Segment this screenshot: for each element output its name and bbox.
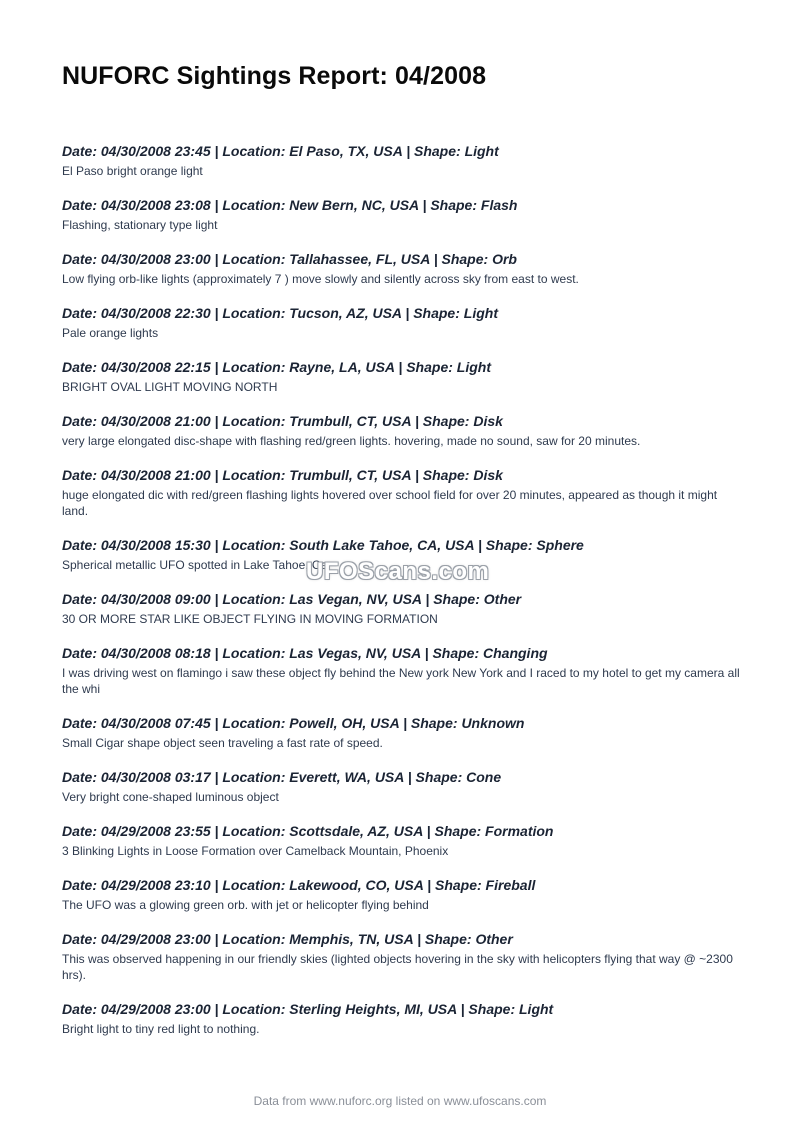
footer: Data from www.nuforc.org listed on www.ufoscans.com: [253, 1094, 547, 1108]
entry-description: El Paso bright orange light: [62, 164, 203, 178]
entry-header: Date: 04/30/2008 23:08 | Location: New Bern, NC, USA | Shape: Flash: [62, 197, 518, 213]
sightings-list: [62, 142, 742, 1037]
list-item: [62, 142, 742, 179]
list-item: [62, 1000, 742, 1037]
entry-description: Spherical metallic UFO spotted in Lake Tahoe, Ca: [62, 558, 328, 572]
entry-header: Date: 04/30/2008 21:00 | Location: Trumbull, CT, USA | Shape: Disk: [62, 467, 503, 483]
entry-description: Low flying orb-like lights (approximately 7 ) move slowly and silently across sky from east to west.: [62, 272, 579, 286]
entry-description: BRIGHT OVAL LIGHT MOVING NORTH: [62, 380, 278, 394]
entry-header: Date: 04/30/2008 21:00 | Location: Trumbull, CT, USA | Shape: Disk: [62, 413, 503, 429]
list-item: [62, 358, 742, 395]
list-item: [62, 412, 742, 449]
entry-description: Flashing, stationary type light: [62, 218, 218, 232]
entry-header: Date: 04/30/2008 15:30 | Location: South Lake Tahoe, CA, USA | Shape: Sphere: [62, 537, 584, 553]
entry-description: The UFO was a glowing green orb. with jet or helicopter flying behind: [62, 898, 429, 912]
entry-description: Small Cigar shape object seen traveling a fast rate of speed.: [62, 736, 383, 750]
entry-header: Date: 04/30/2008 03:17 | Location: Everett, WA, USA | Shape: Cone: [62, 769, 502, 785]
entry-description: This was observed happening in our friendly skies (lighted objects hovering in the sky with helicopters flying that way @ ~2300 hrs).: [62, 952, 733, 982]
watermark: UFOScans.com: [306, 558, 490, 585]
list-item: [62, 644, 742, 697]
list-item: [62, 822, 742, 859]
entry-header: Date: 04/30/2008 22:30 | Location: Tucson, AZ, USA | Shape: Light: [62, 305, 498, 321]
entry-header: Date: 04/30/2008 09:00 | Location: Las Vegan, NV, USA | Shape: Other: [62, 591, 522, 607]
list-item: [62, 196, 742, 233]
list-item: [62, 768, 742, 805]
entry-description: huge elongated dic with red/green flashing lights hovered over school field for over 20 minutes, appeared as though it might land.: [62, 488, 718, 518]
entry-header: Date: 04/30/2008 07:45 | Location: Powell, OH, USA | Shape: Unknown: [62, 715, 525, 731]
entry-description: Pale orange lights: [62, 326, 159, 340]
entry-description: 3 Blinking Lights in Loose Formation over Camelback Mountain, Phoenix: [62, 844, 449, 858]
entry-header: Date: 04/29/2008 23:00 | Location: Sterling Heights, MI, USA | Shape: Light: [62, 1001, 554, 1017]
entry-header: Date: 04/29/2008 23:00 | Location: Memphis, TN, USA | Shape: Other: [62, 931, 513, 947]
entry-header: Date: 04/29/2008 23:55 | Location: Scottsdale, AZ, USA | Shape: Formation: [62, 823, 554, 839]
entry-header: Date: 04/30/2008 08:18 | Location: Las Vegas, NV, USA | Shape: Changing: [62, 645, 548, 661]
entry-header: Date: 04/30/2008 22:15 | Location: Rayne, LA, USA | Shape: Light: [62, 359, 491, 375]
entry-description: very large elongated disc-shape with flashing red/green lights. hovering, made no sound, saw for 20 minutes.: [62, 434, 641, 448]
entry-description: Bright light to tiny red light to nothing.: [62, 1022, 260, 1036]
list-item: [62, 876, 742, 913]
list-item: [62, 714, 742, 751]
list-item: [62, 466, 742, 519]
list-item: [62, 250, 742, 287]
list-item: [62, 590, 742, 627]
entry-description: Very bright cone-shaped luminous object: [62, 790, 279, 804]
page-title: NUFORC Sightings Report: 04/2008: [62, 62, 487, 90]
entry-header: Date: 04/30/2008 23:45 | Location: El Paso, TX, USA | Shape: Light: [62, 143, 499, 159]
entry-description: 30 OR MORE STAR LIKE OBJECT FLYING IN MOVING FORMATION: [62, 612, 438, 626]
list-item: [62, 930, 742, 983]
list-item: [62, 304, 742, 341]
entry-header: Date: 04/29/2008 23:10 | Location: Lakewood, CO, USA | Shape: Fireball: [62, 877, 536, 893]
entry-header: Date: 04/30/2008 23:00 | Location: Tallahassee, FL, USA | Shape: Orb: [62, 251, 517, 267]
entry-description: I was driving west on flamingo i saw these object fly behind the New york New York and I raced to my hotel to get my camera all the whi: [62, 666, 740, 696]
